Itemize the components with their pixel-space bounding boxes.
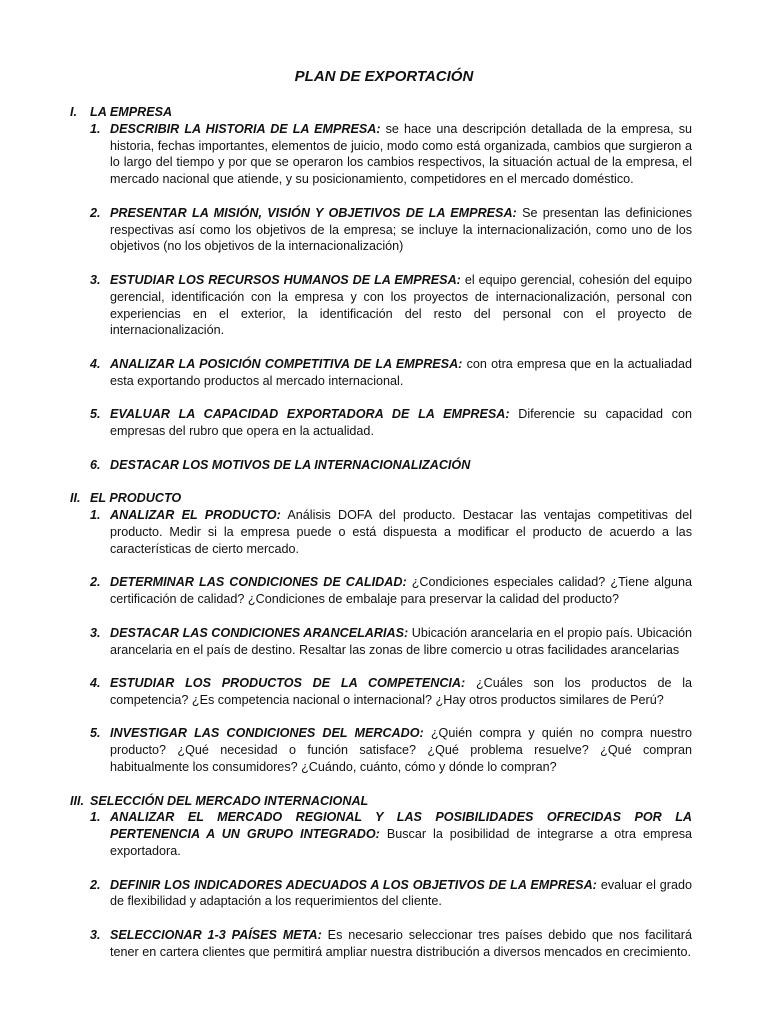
section: [70, 793, 692, 961]
item-number: [70, 205, 110, 255]
list-item: [70, 927, 692, 961]
item-number: [70, 675, 110, 709]
item-body: [110, 625, 692, 659]
item-text: Es necesario seleccionar tres países debido que nos facilitará tener en cartera clientes que permitirá ampliar nuestra distribución a diversos mencados en crecimiento.: [110, 928, 693, 959]
item-number-text: 3.: [90, 625, 101, 640]
section-numeral: II.: [70, 491, 81, 506]
item-body: [110, 507, 692, 557]
list-item: [70, 877, 692, 911]
item-lead: INVESTIGAR LAS CONDICIONES DEL MERCADO:: [110, 726, 424, 741]
item-lead: DEFINIR LOS INDICADORES ADECUADOS A LOS OBJETIVOS DE LA EMPRESA:: [110, 877, 597, 892]
item-body: [110, 675, 692, 709]
item-number: [70, 877, 110, 911]
item-lead: DETERMINAR LAS CONDICIONES DE CALIDAD:: [110, 575, 407, 590]
list-item: [70, 809, 692, 859]
item-text: ¿Cuáles son los productos de la competencia? ¿Es competencia nacional o internacional? ¿Hay otros productos similares de Perú?: [110, 676, 692, 707]
item-number: [70, 121, 110, 188]
list-item: [70, 675, 692, 709]
item-lead: ANALIZAR LA POSICIÓN COMPETITIVA DE LA EMPRESA:: [110, 356, 463, 371]
item-lead: EVALUAR LA CAPACIDAD EXPORTADORA DE LA EMPRESA:: [110, 407, 510, 422]
item-number: [70, 927, 110, 961]
item-text: Se presentan las definiciones respectivas así como los objetivos de la empresa; se incluye la internacionalización, como uno de los objetivos (no los objetivos de la internacionalización): [110, 205, 692, 254]
section-title: LA EMPRESA: [90, 105, 173, 119]
item-number: [70, 272, 110, 339]
item-lead: DESTACAR LOS MOTIVOS DE LA INTERNACIONALIZACIÓN: [110, 457, 471, 472]
item-number: [70, 809, 110, 859]
item-number-text: 4.: [90, 356, 101, 371]
list-item: [70, 574, 692, 608]
list-item: [70, 356, 692, 390]
list-item: [70, 121, 692, 188]
item-number: [70, 457, 110, 474]
item-lead: ESTUDIAR LOS PRODUCTOS DE LA COMPETENCIA:: [110, 676, 466, 691]
item-number-text: 1.: [90, 810, 101, 825]
list-item: [70, 272, 692, 339]
item-body: [110, 457, 692, 474]
item-number: [70, 574, 110, 608]
list-item: [70, 205, 692, 255]
item-number: [70, 725, 110, 775]
item-number-text: 3.: [90, 272, 101, 287]
section-title: EL PRODUCTO: [90, 491, 182, 506]
item-lead: ESTUDIAR LOS RECURSOS HUMANOS DE LA EMPRESA:: [110, 272, 461, 287]
section-heading: [70, 490, 692, 507]
item-lead: ANALIZAR EL PRODUCTO:: [110, 508, 281, 523]
item-text: Buscar la posibilidad de integrarse a otra empresa exportadora.: [110, 827, 692, 859]
section-title: SELECCIÓN DEL MERCADO INTERNACIONAL: [90, 793, 369, 808]
section: [70, 490, 692, 776]
item-text: ¿Quién compra y quién no compra nuestro producto? ¿Qué necesidad o función satisface? ¿Qué problema resuelve? ¿Qué compran habitualmente los consumidores? ¿Cuándo, cuánto, cómo y dónde lo compran?: [110, 726, 692, 775]
item-lead: SELECCIONAR 1-3 PAÍSES META:: [110, 928, 322, 943]
item-body: [110, 406, 692, 440]
item-body: [110, 356, 692, 390]
item-number-text: 2.: [90, 205, 101, 220]
list-item: [70, 406, 692, 440]
item-body: [110, 927, 692, 961]
item-number-text: 4.: [90, 676, 101, 691]
list-item: [70, 625, 692, 659]
section-numeral: III.: [70, 793, 84, 808]
item-number: [70, 406, 110, 440]
list-item: [70, 457, 692, 474]
item-text: ¿Condiciones especiales calidad? ¿Tiene alguna certificación de calidad? ¿Condiciones de embalaje para preservar la calidad del producto?: [110, 575, 692, 607]
list-item: [70, 507, 692, 557]
item-number-text: 2.: [90, 575, 101, 590]
section-numeral: I.: [70, 105, 77, 119]
item-body: [110, 574, 692, 608]
item-body: [110, 877, 692, 911]
item-text: Diferencie su capacidad con empresas del rubro que opera en la actualidad.: [110, 407, 693, 439]
item-number-text: 2.: [90, 877, 101, 892]
item-lead: ANALIZAR EL MERCADO REGIONAL Y LAS POSIBILIDADES OFRECIDAS POR LA PERTENENCIA A UN GRUPO INTEGRADO:: [110, 810, 692, 842]
section-heading: [70, 793, 692, 810]
item-number: [70, 625, 110, 659]
item-body: [110, 272, 692, 339]
item-text: Análisis DOFA del producto. Destacar las ventajas competitivas del producto. Medir si la empresa puede o está dispuesta a modificar el producto de acuerdo a las características de cierto mercado.: [110, 508, 692, 556]
item-body: [110, 121, 692, 188]
item-number: [70, 507, 110, 557]
item-body: [110, 205, 692, 255]
item-lead: DESTACAR LAS CONDICIONES ARANCELARIAS:: [110, 625, 409, 640]
list-item: [70, 725, 692, 775]
item-body: [110, 809, 692, 859]
item-number-text: 6.: [90, 457, 101, 472]
page-title: PLAN DE EXPORTACIÓN: [294, 68, 474, 85]
item-body: [110, 725, 692, 775]
item-text: Ubicación arancelaria en el propio país. Ubicación arancelaria en el país de destino. Resaltar las zonas de libre comercio u otras facilidades arancelarias: [110, 625, 692, 657]
item-lead: PRESENTAR LA MISIÓN, VISIÓN Y OBJETIVOS DE LA EMPRESA:: [110, 205, 517, 220]
section-heading: [70, 104, 692, 121]
item-lead: DESCRIBIR LA HISTORIA DE LA EMPRESA:: [110, 121, 381, 136]
item-number-text: 1.: [90, 508, 101, 523]
item-text: evaluar el grado de flexibilidad y adaptación a los requerimientos del cliente.: [110, 877, 692, 909]
item-number-text: 1.: [90, 121, 101, 136]
item-text: el equipo gerencial, cohesión del equipo gerencial, identificación con la empresa y con los proyectos de internacionalización, personal con experiencias en el exterior, la identificación del resto del personal con el proyecto de internacionalización.: [110, 272, 692, 338]
item-text: se hace una descripción detallada de la empresa, su historia, fechas importantes, elementos de juicio, modo como está organizada, cambios que surgieron a lo largo del tiempo y por que se operaron los cambios respectivos, la situación actual de la empresa, el mercado nacional que atiende, y su posicionamiento, competidores en el mercado doméstico.: [110, 121, 693, 187]
item-number-text: 3.: [90, 928, 101, 943]
item-number-text: 5.: [90, 726, 101, 741]
item-number-text: 5.: [90, 407, 101, 422]
document-body: [70, 104, 692, 977]
item-number: [70, 356, 110, 390]
section: [70, 104, 692, 474]
item-text: con otra empresa que en la actualiadad esta exportando productos al mercado internacional.: [110, 356, 692, 388]
